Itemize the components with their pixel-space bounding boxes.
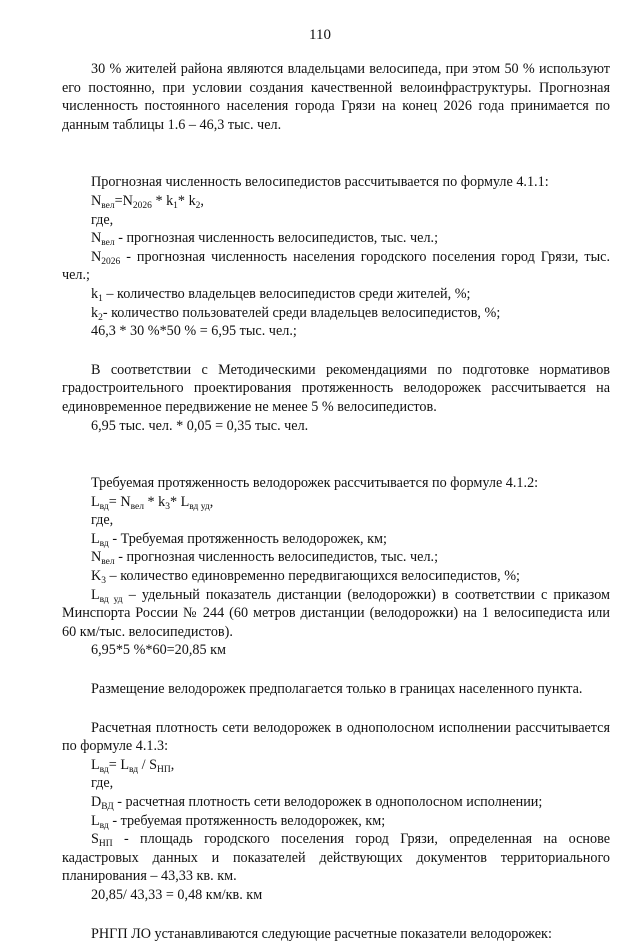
- page-number: 110: [309, 27, 331, 43]
- formula-4-1-1: $N_{вел}=N_{2026} * k_1*$ $k_2$,: [91, 192, 204, 211]
- calculation-simultaneous: 6,95 тыс. чел. * 0,05 = 0,35 тыс. чел.: [91, 417, 309, 434]
- calculation-cyclists: 46,3 * 30 %*50 % = 6,95 тыс. чел.;: [91, 323, 297, 340]
- definition-l-vd-ud: $L_{вд уд}$ – удельный показатель дистанции (велодорожки) в соответствии с приказом Минспорта России № 244 (60 метров дистанции (велодорожки) на 1 велосипедиста или 60 км/тыс. велосипедистов).: [62, 586, 610, 640]
- paragraph-intro: 30 % жителей района являются владельцами велосипеда, при этом 50 % используют его постоянно, при условии создания качественной велоинфраструктуры. Прогнозная численность постоянного населения города Грязи на конец 2026 года принимается по данным таблицы 1.6 – 46,3 тыс. чел.: [62, 61, 610, 133]
- paragraph-methodology: В соответствии с Методическими рекомендациями по подготовке нормативов градостроительного проектирования протяженность велодорожек рассчитывается на единовременное передвижение не менее 5 % велосипедистов.: [62, 361, 610, 415]
- formula-4-1-2-intro: Требуемая протяженность велодорожек рассчитывается по формуле 4.1.2:: [91, 475, 539, 492]
- calculation-length: 6,95*5 %*60=20,85 км: [91, 642, 227, 659]
- definition-k3: $K_3$ – количество единовременно передвигающихся велосипедистов, %;: [91, 568, 520, 587]
- where-label: где,: [91, 211, 114, 228]
- definition-n-2026: $N_{2026}$ - прогнозная численность населения городского поселения город Грязи, тыс. чел.;: [62, 248, 610, 284]
- definition-n-vel: $N_{вел}$ - прогнозная численность велосипедистов, тыс. чел.;: [91, 230, 439, 249]
- paragraph-final: РНГП ЛО устанавливаются следующие расчетные показатели велодорожек:: [91, 925, 552, 942]
- formula-4-1-3-intro: Расчетная плотность сети велодорожек в однополосном исполнении рассчитывается по формуле 4.1.3:: [62, 719, 610, 755]
- definition-n-vel: $N_{вел}$ - прогнозная численность велосипедистов, тыс. чел.;: [91, 549, 439, 568]
- definition-l-vd: $L_{вд}$ - Требуемая протяженность велодорожек, км;: [91, 530, 387, 549]
- definition-s-np: $S_{НП}$ - площадь городского поселения город Грязи, определенная на основе кадастровых данных и показателей действующих документов территориального планирования – 43,33 кв. км.: [62, 831, 610, 885]
- calculation-density: 20,85/ 43,33 = 0,48 км/кв. км: [91, 886, 263, 903]
- paragraph-placement: Размещение велодорожек предполагается только в границах населенного пункта.: [91, 681, 583, 698]
- where-label: где,: [91, 775, 114, 792]
- definition-k1: $k_1$ – количество владельцев велосипедистов среди жителей, %;: [91, 285, 471, 304]
- page-body: [62, 60, 610, 943]
- definition-d-vd: $D_{ВД}$ - расчетная плотность сети велодорожек в однополосном исполнении;: [91, 794, 543, 812]
- formula-4-1-2: $L_{вд}= N_{вел} * k_3*$ $L_{вд уд}$,: [91, 493, 214, 512]
- formula-4-1-1-intro: Прогнозная численность велосипедистов рассчитывается по формуле 4.1.1:: [91, 174, 549, 191]
- formula-4-1-3: $L_{вд}= L_{вд} / S_{НП}$,: [91, 756, 175, 775]
- definition-k2: $k_2-$ количество пользователей среди владельцев велосипедистов, %;: [91, 304, 501, 323]
- definition-l-vd: $L_{вд}$ - требуемая протяженность велодорожек, км;: [91, 812, 386, 831]
- where-label: где,: [91, 512, 114, 529]
